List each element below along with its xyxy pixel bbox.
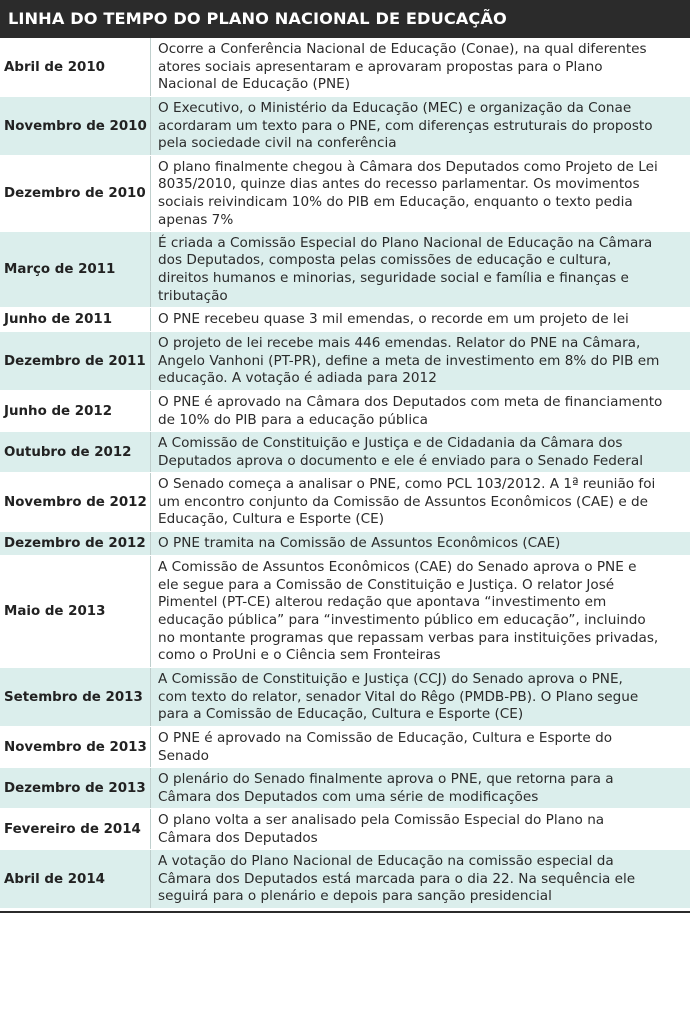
timeline-row — [0, 727, 690, 768]
timeline-row — [0, 391, 690, 432]
timeline-description: O PNE é aprovado na Comissão de Educação, Cultura e Esporte do Senado — [158, 729, 613, 764]
bottom-divider — [0, 911, 690, 913]
timeline-row — [0, 97, 690, 156]
timeline-row — [0, 432, 690, 473]
timeline-row — [0, 768, 690, 809]
timeline-date: Junho de 2012 — [0, 391, 151, 431]
timeline-description: O PNE recebeu quase 3 mil emendas, o recorde em um projeto de lei — [158, 311, 629, 328]
timeline-date: Dezembro de 2012 — [0, 532, 151, 555]
timeline-description: O PNE tramita na Comissão de Assuntos Econômicos (CAE) — [158, 535, 561, 552]
timeline-row — [0, 556, 690, 668]
timeline-date: Novembro de 2012 — [0, 473, 151, 531]
timeline-date: Abril de 2010 — [0, 38, 151, 96]
timeline-table — [0, 38, 690, 909]
timeline-date: Outubro de 2012 — [0, 432, 151, 472]
timeline-description: A Comissão de Constituição e Justiça (CCJ) do Senado aprova o PNE, com texto do relator, senador Vital do Rêgo (PMDB-PB). O Plano segue para a Comissão de Educação, Cultura e Esporte (CE) — [158, 671, 639, 723]
timeline-description: A votação do Plano Nacional de Educação na comissão especial da Câmara dos Deputados está marcada para o dia 22. Na sequência ele seguirá para o plenário e depois para sanção presidencial — [158, 853, 636, 905]
timeline-row — [0, 332, 690, 391]
timeline-description: Ocorre a Conferência Nacional de Educação (Conae), na qual diferentes atores sociais apresentaram e aprovaram propostas para o Plano Nacional de Educação (PNE) — [158, 41, 647, 93]
timeline-date: Dezembro de 2011 — [0, 332, 151, 390]
timeline-description: É criada a Comissão Especial do Plano Nacional de Educação na Câmara dos Deputados, composta pelas comissões de educação e cultura, direitos humanos e minorias, seguridade social e família e finanças e tributação — [158, 234, 653, 304]
timeline-description: O Senado começa a analisar o PNE, como PCL 103/2012. A 1ª reunião foi um encontro conjunto da Comissão de Assuntos Econômicos (CAE) e de Educação, Cultura e Esporte (CE) — [158, 476, 656, 528]
timeline-row — [0, 156, 690, 232]
timeline-date: Dezembro de 2010 — [0, 156, 151, 231]
timeline-description: O plenário do Senado finalmente aprova o PNE, que retorna para a Câmara dos Deputados com uma série de modificações — [158, 770, 614, 805]
timeline-description: O PNE é aprovado na Câmara dos Deputados com meta de financiamento de 10% do PIB para a educação pública — [158, 393, 663, 428]
page-title: LINHA DO TEMPO DO PLANO NACIONAL DE EDUCAÇÃO — [0, 0, 690, 38]
timeline-row — [0, 850, 690, 909]
timeline-description: O projeto de lei recebe mais 446 emendas. Relator do PNE na Câmara, Angelo Vanhoni (PT-PR), define a meta de investimento em 8% do PIB em educação. A votação é adiada para 2012 — [158, 335, 660, 387]
timeline-description: A Comissão de Constituição e Justiça e de Cidadania da Câmara dos Deputados aprova o documento e ele é enviado para o Senado Federal — [158, 434, 643, 469]
timeline-row — [0, 473, 690, 532]
timeline-row — [0, 232, 690, 308]
timeline-row — [0, 668, 690, 727]
timeline-date: Novembro de 2010 — [0, 97, 151, 155]
timeline-date: Junho de 2011 — [0, 308, 151, 331]
timeline-description: A Comissão de Assuntos Econômicos (CAE) do Senado aprova o PNE e ele segue para a Comissão de Constituição e Justiça. O relator José Pimentel (PT-CE) alterou redação que apontava “investimento em educação pública” para “investimento público em educação”, incluindo no montante programas que repassam verbas para instituições privadas, como o ProUni e o Ciência sem Fronteiras — [158, 559, 659, 664]
timeline-date: Novembro de 2013 — [0, 727, 151, 767]
timeline-date: Setembro de 2013 — [0, 668, 151, 726]
timeline-description: O plano volta a ser analisado pela Comissão Especial do Plano na Câmara dos Deputados — [158, 811, 605, 846]
timeline-row — [0, 532, 690, 556]
timeline-row — [0, 308, 690, 332]
timeline-date: Abril de 2014 — [0, 850, 151, 908]
timeline-date: Fevereiro de 2014 — [0, 809, 151, 849]
timeline-date: Dezembro de 2013 — [0, 768, 151, 808]
timeline-date: Maio de 2013 — [0, 556, 151, 667]
timeline-date: Março de 2011 — [0, 232, 151, 307]
timeline-description: O Executivo, o Ministério da Educação (MEC) e organização da Conae acordaram um texto para o PNE, com diferenças estruturais do proposto pela sociedade civil na conferência — [158, 100, 653, 152]
timeline-row — [0, 809, 690, 850]
timeline-row — [0, 38, 690, 97]
timeline-description: O plano finalmente chegou à Câmara dos Deputados como Projeto de Lei 8035/2010, quinze dias antes do recesso parlamentar. Os movimentos sociais reivindicam 10% do PIB em Educação, enquanto o texto pedia apenas 7% — [158, 158, 658, 228]
